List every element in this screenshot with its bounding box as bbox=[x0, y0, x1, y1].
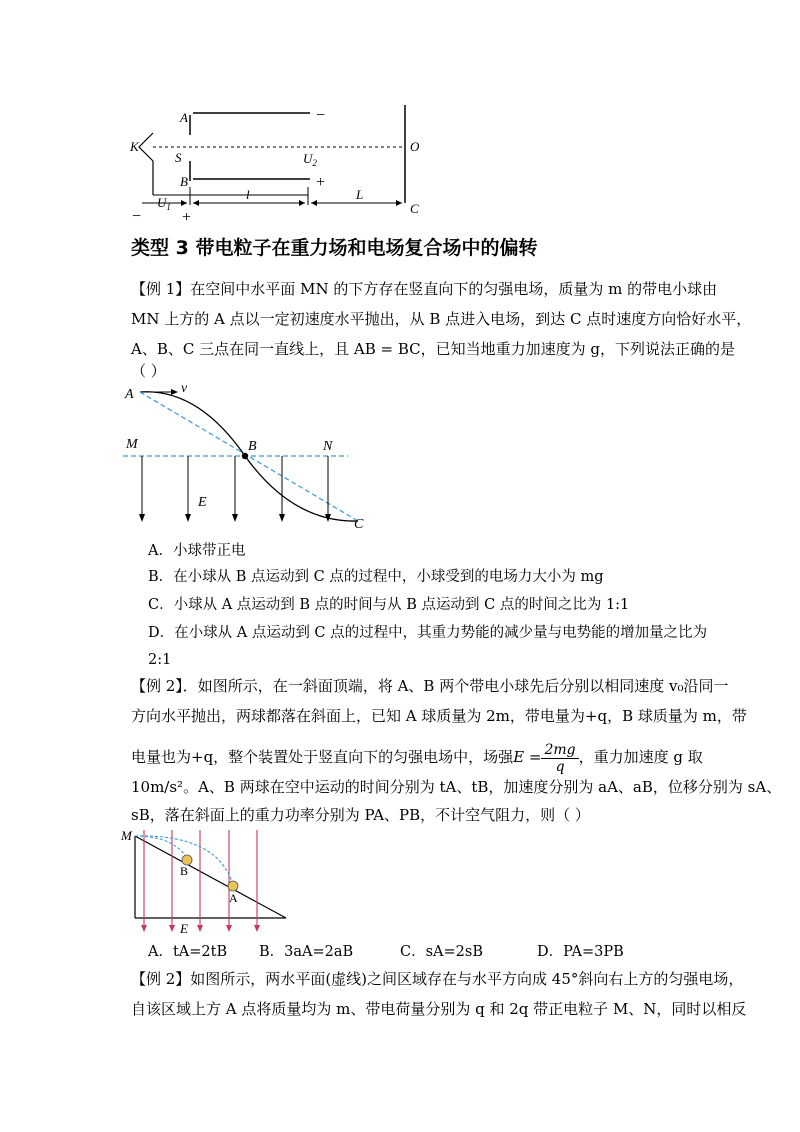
ex1-option-a[interactable]: A．小球带正电 bbox=[148, 543, 246, 559]
ex2-line-4: 10m/s²。A、B 两球在空中运动的时间分别为 tA、tB，加速度分别为 aA、aB，位移分别为 sA、 bbox=[131, 778, 782, 796]
label-U1: $U_1$ bbox=[157, 195, 171, 212]
label-l: l bbox=[246, 187, 250, 202]
ex1-option-b[interactable]: B．在小球从 B 点运动到 C 点的过程中，小球受到的电场力大小为 mg bbox=[148, 569, 604, 585]
ex1-line-3: A、B、C 三点在同一直线上，且 AB = BC，已知当地重力加速度为 g，下列说法正确的是 bbox=[131, 340, 735, 358]
ex2-line-1: 【例 2】．如图所示，在一斜面顶端，将 A、B 两个带电小球先后分别以相同速度 v₀沿同一 bbox=[131, 677, 729, 695]
label-S: S bbox=[175, 150, 182, 165]
label-O: O bbox=[410, 139, 420, 154]
field-fraction: $\frac{2mg}{q}$ bbox=[541, 742, 578, 775]
ex2-label-E: E bbox=[180, 921, 188, 936]
ex2-option-a[interactable]: A．tA=2tB bbox=[148, 944, 228, 960]
ex1-label-B: B bbox=[248, 439, 257, 454]
ex1-option-d[interactable]: D．在小球从 A 点运动到 C 点的过程中，其重力势能的减少量与电势能的增加量之比为 bbox=[148, 625, 708, 641]
section-title: 类型 3 带电粒子在重力场和电场复合场中的偏转 bbox=[131, 237, 538, 259]
ex1-line-2: MN 上方的 A 点以一定初速度水平抛出，从 B 点进入电场，到达 C 点时速度方向恰好水平， bbox=[131, 310, 752, 328]
label-K: K bbox=[130, 139, 139, 154]
ex2-option-c[interactable]: C．sA=2sB bbox=[400, 944, 483, 960]
field-lhs: E = bbox=[513, 748, 542, 766]
ex2-line-3: 电量也为+q，整个装置处于竖直向下的匀强电场中，场强E = $\frac{2mg}{q}$ ，重力加速度 g 取 bbox=[131, 741, 703, 775]
label-minus-top: − bbox=[316, 107, 326, 124]
label-U2: $U_2$ bbox=[303, 151, 317, 168]
ex2-option-b[interactable]: B．3aA=2aB bbox=[259, 944, 354, 960]
ex1-line-4: （ ） bbox=[131, 362, 166, 380]
ex1-label-M: M bbox=[126, 437, 138, 452]
ex2-incline-figure bbox=[118, 828, 298, 938]
deflection-apparatus-diagram bbox=[120, 95, 440, 225]
ex1-label-v: v bbox=[181, 381, 188, 396]
ex3-line-2: 自该区域上方 A 点将质量均为 m、带电荷量分别为 q 和 2q 带正电粒子 M、N，同时以相反 bbox=[131, 1000, 747, 1018]
label-A: A bbox=[180, 110, 188, 125]
ex2-line-2: 方向水平抛出，两球都落在斜面上，已知 A 球质量为 2m，带电量为+q，B 球质量为 m，带 bbox=[131, 707, 747, 725]
ex1-line-1: 【例 1】在空间中水平面 MN 的下方存在竖直向下的匀强电场，质量为 m 的带电小球由 bbox=[131, 280, 718, 298]
ex1-option-d-cont: 2:1 bbox=[148, 652, 172, 668]
ex2-label-A: A bbox=[229, 891, 238, 905]
ex1-label-E: E bbox=[198, 495, 207, 510]
ex1-label-N: N bbox=[323, 439, 333, 454]
label-C: C bbox=[410, 201, 419, 216]
label-plus-mid: + bbox=[316, 174, 326, 191]
label-plus-left: + bbox=[182, 209, 192, 225]
ex1-label-A: A bbox=[125, 387, 134, 402]
label-B: B bbox=[180, 174, 188, 189]
ex2-line-5: sB，落在斜面上的重力功率分别为 PA、PB，不计空气阻力，则（ ） bbox=[131, 806, 590, 824]
ex1-label-C: C bbox=[354, 517, 364, 532]
label-minus-left: − bbox=[132, 208, 142, 225]
ex2-label-B: B bbox=[180, 864, 189, 878]
ex3-line-1: 【例 2】如图所示，两水平面(虚线)之间区域存在与水平方向成 45°斜向右上方的匀强电场， bbox=[131, 970, 744, 988]
ex2-option-d[interactable]: D．PA=3PB bbox=[537, 944, 624, 960]
label-L: L bbox=[356, 187, 364, 202]
ex1-trajectory-figure bbox=[118, 378, 378, 538]
ex2-label-M: M bbox=[121, 828, 132, 843]
ex1-option-c[interactable]: C．小球从 A 点运动到 B 点的时间与从 B 点运动到 C 点的时间之比为 1:1 bbox=[148, 597, 630, 613]
